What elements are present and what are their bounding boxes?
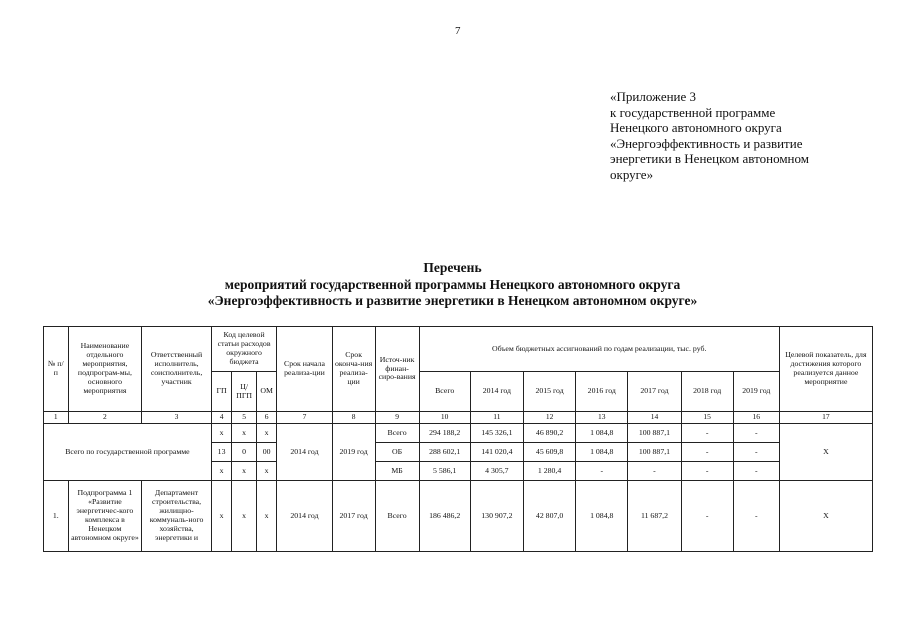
- cell-name: Подпрограмма 1 «Развитие энергетичес-кого комплекса в Ненецком автономном округе»: [68, 481, 142, 552]
- column-numbers-row: [44, 412, 873, 424]
- header-year: 2019 год: [733, 372, 779, 412]
- cell-2015: 1 280,4: [523, 462, 575, 481]
- cell-indicator: Х: [779, 424, 872, 481]
- col-number: 2: [68, 412, 142, 424]
- cell-2017: -: [628, 462, 681, 481]
- appendix-line: энергетики в Ненецком автономном: [610, 151, 809, 166]
- table-row: [44, 481, 873, 552]
- col-number: 1: [44, 412, 69, 424]
- page-number: 7: [455, 25, 461, 37]
- col-number: 4: [211, 412, 231, 424]
- col-number: 12: [523, 412, 575, 424]
- col-number: 5: [232, 412, 257, 424]
- cell-2018: -: [681, 462, 733, 481]
- cell-num: 1.: [44, 481, 69, 552]
- cell-2014: 145 326,1: [470, 424, 523, 443]
- cell-2015: 42 807,0: [523, 481, 575, 552]
- document-title: [0, 260, 905, 310]
- cell-source: ОБ: [375, 443, 419, 462]
- col-number: 16: [733, 412, 779, 424]
- header-num: № п/п: [44, 327, 69, 412]
- cell-source: Всего: [375, 424, 419, 443]
- header-year: 2016 год: [576, 372, 628, 412]
- header-year: 2014 год: [470, 372, 523, 412]
- header-indicator: Целевой показатель, для достижения которого реализуется данное мероприятие: [779, 327, 872, 412]
- cell-2016: 1 084,8: [576, 443, 628, 462]
- cell-2016: 1 084,8: [576, 481, 628, 552]
- cell-2019: -: [733, 424, 779, 443]
- cell-2015: 45 609,8: [523, 443, 575, 462]
- cell-2019: -: [733, 481, 779, 552]
- col-number: 6: [256, 412, 276, 424]
- cell-end: 2017 год: [332, 481, 375, 552]
- cell-source: МБ: [375, 462, 419, 481]
- col-number: 14: [628, 412, 681, 424]
- header-source: Источ-ник финан-сиро-вания: [375, 327, 419, 412]
- title-line: Перечень: [423, 260, 482, 275]
- appendix-line: к государственной программе: [610, 104, 776, 120]
- activities-table: [43, 326, 873, 552]
- cell-start: 2014 год: [277, 424, 332, 481]
- header-end: Срок оконча-ния реализа-ции: [332, 327, 375, 412]
- col-number: 3: [142, 412, 212, 424]
- cell-gp: 13: [211, 443, 231, 462]
- cell-cpgp: 0: [232, 443, 257, 462]
- cell-om: х: [256, 462, 276, 481]
- cell-om: х: [256, 481, 276, 552]
- cell-cpgp: х: [232, 481, 257, 552]
- appendix-note: [610, 89, 870, 182]
- cell-gp: х: [211, 462, 231, 481]
- header-start: Срок начала реализа-ции: [277, 327, 332, 412]
- cell-2014: 130 907,2: [470, 481, 523, 552]
- cell-executor: Департамент строительства, жилищно-коммуналь-ного хозяйства, энергетики и: [142, 481, 212, 552]
- cell-2019: -: [733, 443, 779, 462]
- cell-2016: -: [576, 462, 628, 481]
- cell-start: 2014 год: [277, 481, 332, 552]
- appendix-line: Ненецкого автономного округа: [610, 120, 782, 135]
- cell-2015: 46 890,2: [523, 424, 575, 443]
- header-year: 2015 год: [523, 372, 575, 412]
- cell-cpgp: х: [232, 462, 257, 481]
- cell-cpgp: х: [232, 424, 257, 443]
- cell-2018: -: [681, 481, 733, 552]
- appendix-line: «Энергоэффективность и развитие: [610, 135, 803, 151]
- header-gp: ГП: [211, 372, 231, 412]
- col-number: 7: [277, 412, 332, 424]
- header-year: 2017 год: [628, 372, 681, 412]
- cell-2018: -: [681, 424, 733, 443]
- col-number: 13: [576, 412, 628, 424]
- cell-total: 5 586,1: [419, 462, 470, 481]
- cell-2014: 4 305,7: [470, 462, 523, 481]
- cell-2016: 1 084,8: [576, 424, 628, 443]
- title-line: «Энергоэффективность и развитие энергетики в Ненецком автономном округе»: [207, 293, 698, 308]
- appendix-line: «Приложение 3: [610, 89, 697, 104]
- col-number: 11: [470, 412, 523, 424]
- cell-om: х: [256, 424, 276, 443]
- table-row: [44, 424, 873, 443]
- cell-gp: х: [211, 424, 231, 443]
- cell-2017: 100 887,1: [628, 443, 681, 462]
- header-code: Код целевой статьи расходов окружного бюджета: [211, 327, 277, 372]
- header-volume: Объем бюджетных ассигнований по годам реализации, тыс. руб.: [419, 327, 779, 372]
- cell-indicator: Х: [779, 481, 872, 552]
- cell-total: 186 486,2: [419, 481, 470, 552]
- cell-end: 2019 год: [332, 424, 375, 481]
- title-line: мероприятий государственной программы Ненецкого автономного округа: [224, 276, 681, 292]
- col-number: 10: [419, 412, 470, 424]
- header-cpgp: Ц/ПГП: [232, 372, 257, 412]
- cell-2014: 141 020,4: [470, 443, 523, 462]
- cell-total: 288 602,1: [419, 443, 470, 462]
- header-name: Наименование отдельного мероприятия, подпрограм-мы, основного мероприятия: [68, 327, 142, 412]
- cell-2018: -: [681, 443, 733, 462]
- cell-gp: х: [211, 481, 231, 552]
- cell-source: Всего: [375, 481, 419, 552]
- header-executor: Ответственный исполнитель, соисполнитель, участник: [142, 327, 212, 412]
- header-om: ОМ: [256, 372, 276, 412]
- header-year: 2018 год: [681, 372, 733, 412]
- col-number: 17: [779, 412, 872, 424]
- header-row: [44, 327, 873, 372]
- col-number: 9: [375, 412, 419, 424]
- program-total-label: Всего по государственной программе: [44, 424, 212, 481]
- cell-total: 294 188,2: [419, 424, 470, 443]
- cell-2017: 11 687,2: [628, 481, 681, 552]
- col-number: 15: [681, 412, 733, 424]
- col-number: 8: [332, 412, 375, 424]
- header-total: Всего: [419, 372, 470, 412]
- cell-2019: -: [733, 462, 779, 481]
- cell-2017: 100 887,1: [628, 424, 681, 443]
- cell-om: 00: [256, 443, 276, 462]
- appendix-line: округе»: [610, 166, 654, 182]
